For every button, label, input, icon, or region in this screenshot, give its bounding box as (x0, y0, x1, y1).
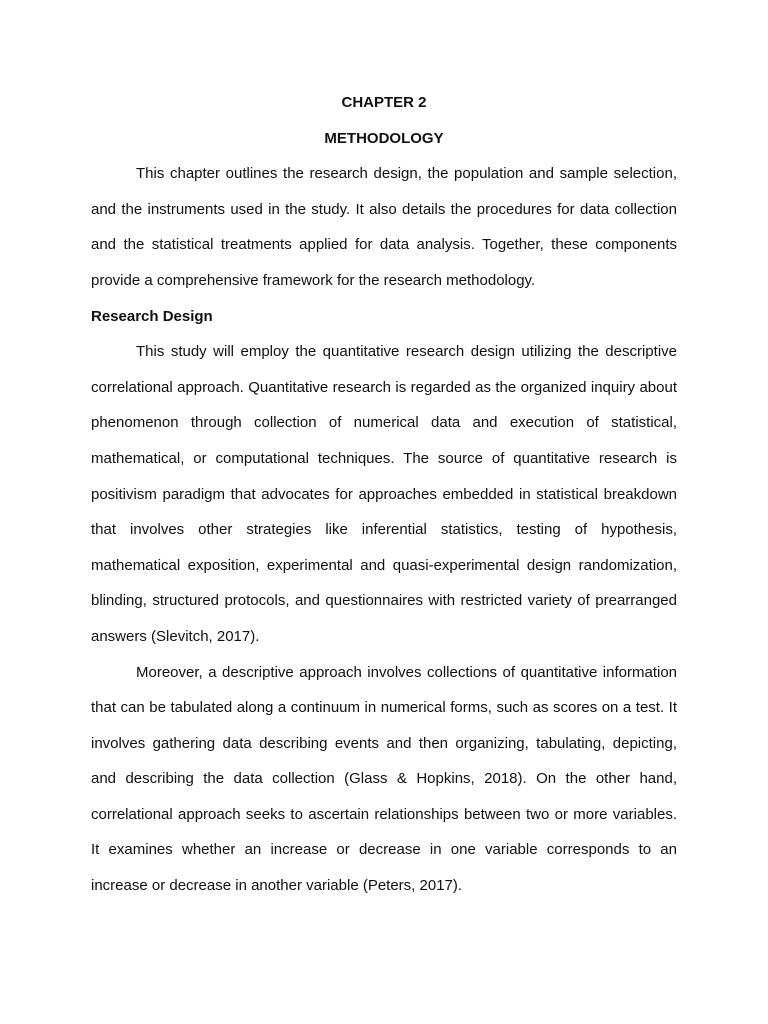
chapter-title: METHODOLOGY (324, 129, 444, 147)
chapter-label: CHAPTER 2 (341, 94, 427, 111)
intro-paragraph: This chapter outlines the research design, the population and sample selection, and the instruments used in the study. It also details the procedures for data collection and the statistical treatments applied for data analysis. Together, these components provide a comprehensive framework for the research methodology. (91, 165, 677, 289)
page-content (91, 85, 677, 904)
research-design-paragraph-2: Moreover, a descriptive approach involves collections of quantitative information that can be tabulated along a continuum in numerical forms, such as scores on a test. It involves gathering data describing events and then organizing, tabulating, depicting, and describing the data collection (Glass & Hopkins, 2018). On the other hand, correlational approach seeks to ascertain relationships between two or more variables. It examines whether an increase or decrease in one variable corresponds to an increase or decrease in another variable (Peters, 2017). (91, 663, 677, 895)
section-heading-research-design: Research Design (91, 307, 213, 325)
research-design-paragraph-1: This study will employ the quantitative research design utilizing the descriptive correlational approach. Quantitative research is regarded as the organized inquiry about phenomenon through collection of numerical data and execution of statistical, mathematical, or computational techniques. The source of quantitative research is positivism paradigm that advocates for approaches embedded in statistical breakdown that involves other strategies like inferential statistics, testing of hypothesis, mathematical exposition, experimental and quasi-experimental design randomization, blinding, structured protocols, and questionnaires with restricted variety of prearranged answers (Slevitch, 2017). (91, 343, 677, 645)
